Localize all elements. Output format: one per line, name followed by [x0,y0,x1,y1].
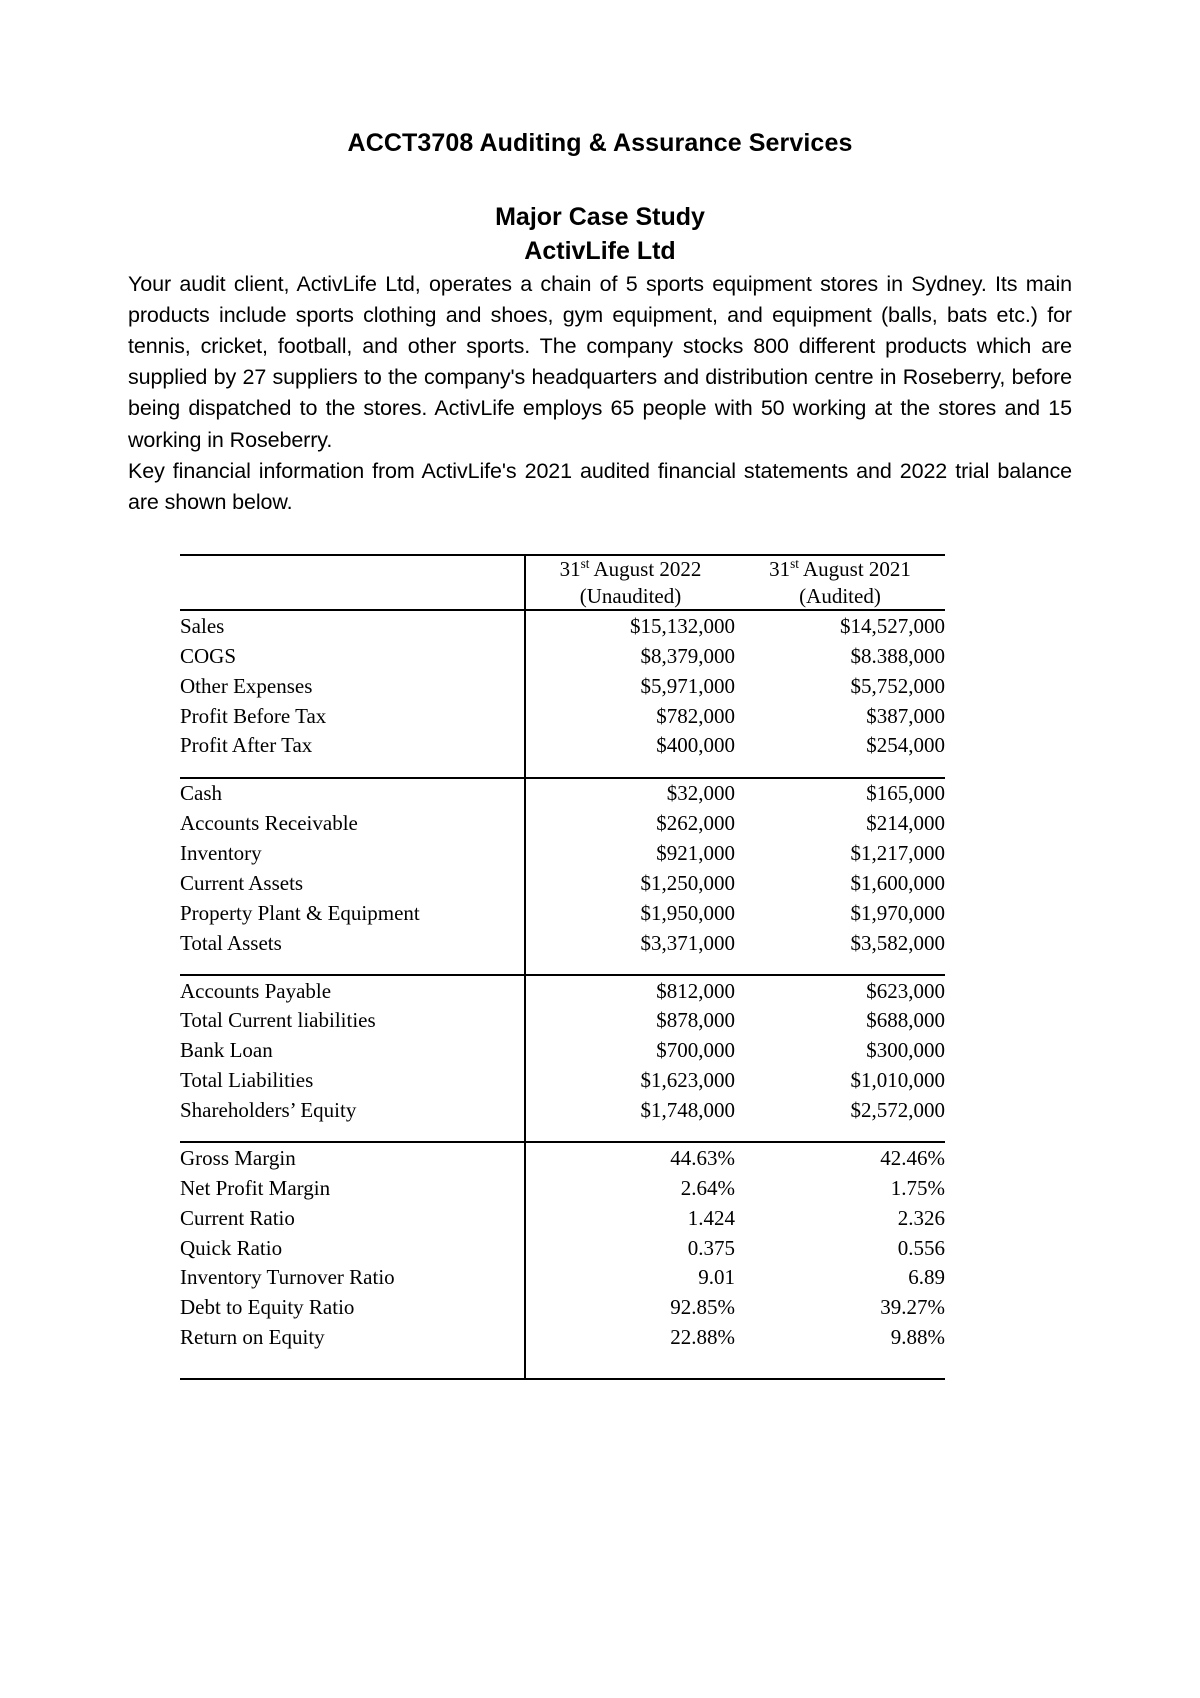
spacer-cell [525,1125,735,1142]
document-subtitle-primary: Major Case Study [495,203,705,232]
table-row [180,928,945,958]
row-value-2022: $1,950,000 [525,898,735,928]
bottom-rule-cell [180,1379,525,1380]
table-row [180,975,945,1006]
row-label: Inventory Turnover Ratio [180,1265,395,1290]
table-row [180,1142,945,1173]
row-value-2022: $15,132,000 [525,610,735,641]
row-value-2021: $300,000 [866,1038,945,1063]
section-spacer [180,1353,945,1379]
section-spacer [180,761,945,778]
row-label: Total Assets [180,930,282,955]
spacer-cell [735,1353,945,1379]
row-value-2022: $8,379,000 [525,641,735,671]
row-value-2022: 0.375 [525,1233,735,1263]
row-label: Property Plant & Equipment [180,900,420,925]
spacer-cell [525,1353,735,1379]
spacer-cell [735,958,945,975]
spacer-cell [735,761,945,778]
table-row [180,1323,945,1353]
row-value-2022: $1,623,000 [525,1066,735,1096]
row-label: Accounts Payable [180,975,525,1006]
table-bottom-rule [180,1379,945,1380]
table-row [180,898,945,928]
page-title: ACCT3708 Auditing & Assurance Services [347,129,853,157]
row-value-2022: 44.63% [525,1142,735,1173]
financial-summary-table [180,554,945,1379]
financial-info-paragraph: Key financial information from ActivLife's 2021 audited financial statements and 2022 trial balance are shown below. [128,458,1072,514]
row-value-2022: $400,000 [525,731,735,761]
row-value-2021: $5,752,000 [850,673,945,698]
row-value-2022: $1,748,000 [525,1096,735,1126]
table-row [180,1006,945,1036]
table-row [180,1173,945,1203]
row-value-2022: $878,000 [525,1006,735,1036]
table-row [180,1233,945,1263]
row-label: Profit After Tax [180,733,313,758]
row-value-2021: $8.388,000 [850,643,945,668]
row-value-2021: 6.89 [908,1265,945,1290]
table-row [180,1066,945,1096]
row-label: Other Expenses [180,673,313,698]
table-row [180,1036,945,1066]
row-value-2022: $700,000 [525,1036,735,1066]
intro-paragraph: Your audit client, ActivLife Ltd, operates a chain of 5 sports equipment stores in Sydney. Its main products include sports clothing and shoes, gym equipment, and equipment (balls, bats etc.) for tennis, cricket, football, and other sports. The company stocks 800 different products which are supplied by 27 suppliers to the company's headquarters and distribution centre in Roseberry, before being dispatched to the stores. ActivLife employs 65 people with 50 working at the stores and 15 working in Roseberry. [128,271,1072,452]
row-value-2022: $921,000 [525,839,735,869]
ordinal-suffix: st [790,556,799,572]
row-value-2022: $3,371,000 [525,928,735,958]
row-value-2022: 2.64% [525,1173,735,1203]
row-label: Quick Ratio [180,1235,283,1260]
row-value-2022: $1,250,000 [525,868,735,898]
row-label: Total Current liabilities [180,1008,376,1033]
spacer-cell [180,958,525,975]
header-date-2021: 31st August 2021 [769,556,911,582]
row-label: Gross Margin [180,1142,525,1173]
table-row [180,809,945,839]
table-header-row [180,555,945,610]
row-value-2022: $262,000 [525,809,735,839]
row-value-2022: $812,000 [525,975,735,1006]
row-value-2021: $214,000 [866,811,945,836]
table-row [180,610,945,641]
row-value-2021: $165,000 [735,778,945,809]
row-label: Total Liabilities [180,1068,314,1093]
row-value-2021: 9.88% [890,1325,945,1350]
spacer-cell [180,1353,525,1379]
row-value-2022: 22.88% [525,1323,735,1353]
bottom-rule-cell [525,1379,735,1380]
row-label: Net Profit Margin [180,1175,331,1200]
row-label: Debt to Equity Ratio [180,1295,355,1320]
row-value-2021: $1,217,000 [850,841,945,866]
table-row [180,1096,945,1126]
table-row [180,778,945,809]
row-label: COGS [180,643,237,668]
row-label: Return on Equity [180,1325,325,1350]
row-value-2021: $254,000 [866,733,945,758]
title-block [128,128,1072,269]
row-label: Current Ratio [180,1205,295,1230]
row-value-2021: $3,582,000 [850,930,945,955]
row-label: Profit Before Tax [180,703,327,728]
spacer-cell [525,761,735,778]
row-value-2021: 1.75% [890,1175,945,1200]
row-value-2021: $1,970,000 [850,900,945,925]
bottom-rule-cell [735,1379,945,1380]
row-value-2021: 2.326 [897,1205,945,1230]
financial-table-container [128,554,1072,1379]
row-value-2022: $5,971,000 [525,671,735,701]
subtitle-group [128,201,1072,269]
section-spacer [180,958,945,975]
table-row [180,641,945,671]
row-value-2022: 9.01 [525,1263,735,1293]
row-value-2021: $1,010,000 [850,1068,945,1093]
row-value-2021: 39.27% [880,1295,945,1320]
row-value-2021: $623,000 [735,975,945,1006]
ordinal-suffix: st [580,556,590,572]
header-audit-status-2022: (Unaudited) [579,583,682,608]
table-header-2022 [525,555,735,610]
spacer-cell [180,1125,525,1142]
row-value-2021: $387,000 [866,703,945,728]
spacer-cell [180,761,525,778]
row-value-2022: 1.424 [525,1203,735,1233]
row-value-2021: $688,000 [866,1008,945,1033]
table-row [180,839,945,869]
row-label: Inventory [180,841,262,866]
table-row [180,1263,945,1293]
table-row [180,1293,945,1323]
row-value-2022: $782,000 [525,701,735,731]
row-value-2022: 92.85% [525,1293,735,1323]
table-row [180,731,945,761]
row-value-2021: $2,572,000 [850,1098,945,1123]
row-value-2021: 42.46% [735,1142,945,1173]
row-value-2021: $1,600,000 [850,870,945,895]
section-spacer [180,1125,945,1142]
row-label: Bank Loan [180,1038,273,1063]
spacer-cell [735,1125,945,1142]
row-label: Cash [180,778,525,809]
table-row [180,701,945,731]
document-subtitle-company: ActivLife Ltd [524,237,676,265]
row-label: Current Assets [180,870,304,895]
table-row [180,1203,945,1233]
header-audit-status-2021: (Audited) [799,583,881,608]
row-label: Accounts Receivable [180,811,358,836]
table-row [180,868,945,898]
table-row [180,671,945,701]
table-header-label-col [180,555,525,610]
row-label: Shareholders’ Equity [180,1098,357,1123]
header-date-2022: 31st August 2022 [559,556,702,582]
spacer-cell [525,958,735,975]
row-value-2022: $32,000 [525,778,735,809]
row-value-2021: $14,527,000 [735,610,945,641]
row-label: Sales [180,610,525,641]
table-header-2021 [735,555,945,610]
row-value-2021: 0.556 [897,1235,945,1260]
